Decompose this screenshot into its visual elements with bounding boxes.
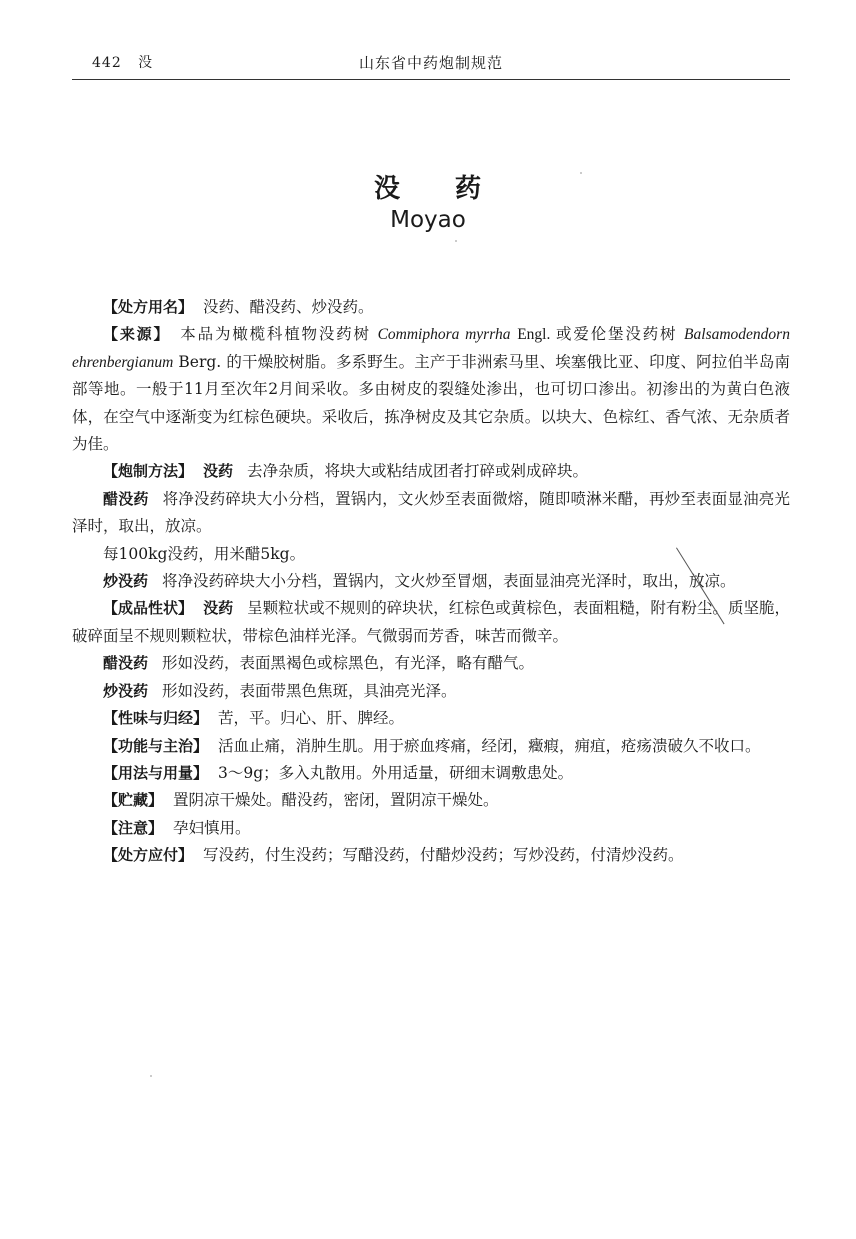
section-function: 【功能与主治】 活血止痛，消肿生肌。用于瘀血疼痛，经闭，癥瘕，痈疽，疮疡溃破久不收口。 (103, 736, 761, 755)
scan-speck (580, 172, 582, 174)
section-dispense: 【处方应付】 写没药，付生没药；写醋没药，付醋炒没药；写炒没药，付清炒没药。 (103, 846, 684, 865)
page-header (72, 52, 790, 82)
entry-pinyin: Moyao (390, 207, 466, 233)
section-storage: 【贮藏】 置阴凉干燥处。醋没药，密闭，置阴凉干燥处。 (103, 791, 499, 810)
section-properties: 【成品性状】 没药 呈颗粒状或不规则的碎块状，红棕色或黄棕色，表面粗糙，附有粉尘。质坚脆，破碎面呈不规则颗粒状，带棕色油样光泽。气微弱而芳香，味苦而微辛。 (72, 599, 790, 645)
scan-speck (455, 240, 457, 242)
section-rx-name: 【处方用名】 没药、醋没药、炒没药。 (103, 298, 374, 316)
entry-title: 没 药 (373, 174, 483, 204)
scan-speck (150, 1075, 152, 1077)
page-number: 442 没 (92, 55, 154, 71)
section-caution: 【注意】 孕妇慎用。 (103, 818, 251, 837)
section-taste: 【性味与归经】 苦，平。归心、肝、脾经。 (103, 709, 405, 728)
book-title: 山东省中药炮制规范 (358, 54, 503, 72)
section-usage: 【用法与用量】 3～9g；多入丸散用。外用适量，研细末调敷患处。 (103, 763, 574, 782)
properties-vinegar: 醋没药 形如没药，表面黑褐色或棕黑色，有光泽，略有醋气。 (103, 654, 535, 673)
header-rule (72, 79, 790, 80)
section-source: 【来源】 本品为橄榄科植物没药树 Commiphora myrrha Engl. 或爱伦堡没药树 Balsamodendorn ehrenbergianum Berg. 的干燥胶树脂。多系野生。主产于非洲索马里、埃塞俄比亚、印度、阿拉伯半岛南部等地。一般于11月至次年2月间采收。多由树皮的裂缝处渗出，也可切口渗出。初渗出的为黄白色液体，在空气中逐渐变为红棕色硬块。采收后，拣净树皮及其它杂质。以块大、色棕红、香气浓、无杂质者为佳。 (72, 325, 790, 454)
section-processing: 【炮制方法】 没药 去净杂质，将块大或粘结成团者打碎或剁成碎块。 (103, 462, 589, 481)
properties-fried: 炒没药 形如没药，表面带黑色焦斑，具油亮光泽。 (103, 681, 457, 700)
page-header-char: 没 (138, 55, 154, 71)
processing-fried: 炒没药 将净没药碎块大小分档，置锅内，文火炒至冒烟，表面显油亮光泽时，取出，放凉。 (103, 572, 736, 591)
entry-body (72, 294, 790, 870)
processing-vinegar-ratio: 每100kg没药，用米醋5kg。 (103, 544, 306, 563)
processing-vinegar: 醋没药 将净没药碎块大小分档，置锅内，文火炒至表面微熔，随即喷淋米醋，再炒至表面显油亮光泽时，取出，放凉。 (72, 489, 790, 536)
